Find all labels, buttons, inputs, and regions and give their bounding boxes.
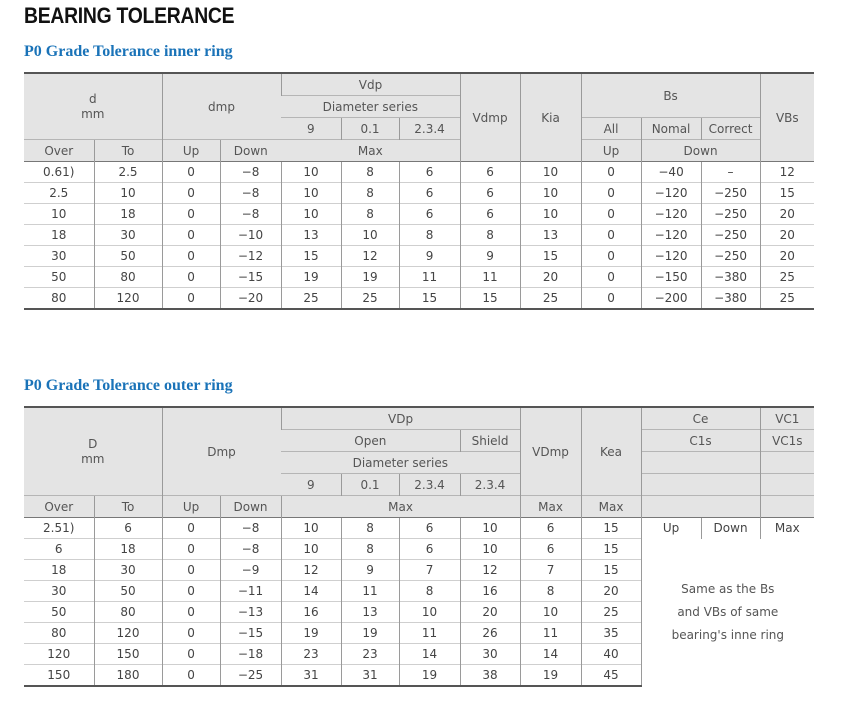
table-cell: 2.51): [24, 518, 94, 539]
table-cell: 8: [520, 581, 581, 602]
table-cell: 6: [460, 183, 520, 204]
table-cell: −250: [701, 225, 760, 246]
table-cell: 11: [520, 623, 581, 644]
table-cell: 15: [281, 246, 341, 267]
table-cell: 25: [760, 288, 814, 310]
table-cell: 35: [581, 623, 641, 644]
VDp-header: VDp: [281, 407, 520, 430]
table-cell: −120: [641, 183, 701, 204]
table-row: [24, 288, 814, 310]
correct-header: Correct: [701, 118, 760, 140]
table-cell: 8: [399, 225, 460, 246]
table-cell: 30: [94, 225, 162, 246]
same-as-inner-ring-note: [641, 539, 814, 687]
table-cell: 0: [162, 665, 220, 687]
table-cell: 10: [281, 183, 341, 204]
table-cell: 12: [760, 162, 814, 183]
max-header: Max: [281, 140, 460, 162]
table-cell: 0: [162, 267, 220, 288]
table-cell: 10: [24, 204, 94, 225]
table-cell: 150: [94, 644, 162, 665]
C1s-header: C1s: [641, 430, 760, 452]
table-cell: 20: [760, 246, 814, 267]
table-cell: 12: [281, 560, 341, 581]
table-cell: 10: [281, 162, 341, 183]
table-cell: 0.61): [24, 162, 94, 183]
table-cell: −120: [641, 225, 701, 246]
table-cell: 19: [281, 267, 341, 288]
table-cell: 0: [581, 183, 641, 204]
up-header: Up: [162, 496, 220, 518]
table-cell: 0: [162, 288, 220, 310]
mm-label: mm: [81, 106, 105, 121]
bs-down-header: Down: [641, 140, 760, 162]
bs-header: Bs: [581, 73, 760, 118]
vbs-header: VBs: [760, 73, 814, 162]
table-cell: −200: [641, 288, 701, 310]
table-cell: 15: [460, 288, 520, 310]
table-cell: 8: [341, 204, 399, 225]
blank-header: [760, 496, 814, 518]
table-cell: 0: [581, 162, 641, 183]
VC1s-header: VC1s: [760, 430, 814, 452]
D-mm-header: [24, 407, 162, 496]
table-cell: 2.5: [24, 183, 94, 204]
table-cell: 31: [281, 665, 341, 687]
table-cell: 20: [760, 204, 814, 225]
VDmp-header: VDmp: [520, 407, 581, 496]
table-cell: −380: [701, 288, 760, 310]
table-cell: 0: [162, 162, 220, 183]
table-cell: 50: [24, 267, 94, 288]
table-cell: 80: [24, 623, 94, 644]
table-cell: 150: [24, 665, 94, 687]
table-row: [24, 267, 814, 288]
table-cell: 19: [281, 623, 341, 644]
table-cell: 26: [460, 623, 520, 644]
table-cell: 0: [581, 246, 641, 267]
table-row: [24, 518, 814, 539]
table-cell: −8: [220, 518, 281, 539]
table-cell: 10: [281, 204, 341, 225]
table-cell: 6: [94, 518, 162, 539]
table-cell: −12: [220, 246, 281, 267]
table-cell: −250: [701, 183, 760, 204]
table-cell: 6: [520, 539, 581, 560]
table-cell: 6: [399, 183, 460, 204]
table-cell: 30: [94, 560, 162, 581]
kia-header: Kia: [520, 73, 581, 162]
table-cell: 10: [520, 204, 581, 225]
table-cell: −8: [220, 183, 281, 204]
series-9-header: 9: [281, 474, 341, 496]
table-cell: 6: [24, 539, 94, 560]
series-234-shield-header: 2.3.4: [460, 474, 520, 496]
table-cell: 8: [341, 162, 399, 183]
table-cell: 8: [460, 225, 520, 246]
table-cell: 25: [281, 288, 341, 310]
inner-ring-section-title: P0 Grade Tolerance inner ring: [24, 43, 233, 60]
table-cell: 12: [341, 246, 399, 267]
table-cell: 9: [399, 246, 460, 267]
table-cell: 0: [162, 560, 220, 581]
table-cell: 6: [399, 204, 460, 225]
table-cell: 10: [281, 518, 341, 539]
to-header: To: [94, 140, 162, 162]
table-cell: 120: [94, 623, 162, 644]
table-cell: −13: [220, 602, 281, 623]
table-cell: 80: [24, 288, 94, 310]
table-cell: 14: [399, 644, 460, 665]
table-cell: 0: [581, 225, 641, 246]
table-cell: 9: [460, 246, 520, 267]
table-cell: −18: [220, 644, 281, 665]
note-line: Same as the Bs: [681, 581, 775, 596]
table-cell: 11: [399, 267, 460, 288]
down-header: Down: [220, 140, 281, 162]
table-cell: 18: [94, 539, 162, 560]
table-row: [24, 225, 814, 246]
table-cell: −40: [641, 162, 701, 183]
table-cell: 25: [341, 288, 399, 310]
table-cell: 8: [341, 539, 399, 560]
series-01-header: 0.1: [341, 474, 399, 496]
table-cell: −8: [220, 539, 281, 560]
table-cell: –: [701, 162, 760, 183]
table-cell: 0: [162, 183, 220, 204]
table-cell: 13: [281, 225, 341, 246]
table-cell: 7: [520, 560, 581, 581]
table-cell: −8: [220, 162, 281, 183]
table-cell: −10: [220, 225, 281, 246]
table-cell: 18: [24, 560, 94, 581]
table-cell: −150: [641, 267, 701, 288]
table-cell: 15: [581, 539, 641, 560]
table-cell: 10: [520, 183, 581, 204]
D-label: D: [88, 436, 98, 451]
table-cell: 30: [24, 246, 94, 267]
table-cell: 15: [520, 246, 581, 267]
kea-max-header: Max: [581, 496, 641, 518]
table-cell: −250: [701, 246, 760, 267]
blank-header: [760, 474, 814, 496]
table-cell: 15: [760, 183, 814, 204]
nomal-header: Nomal: [641, 118, 701, 140]
table-cell: 15: [581, 518, 641, 539]
table-cell: 6: [520, 518, 581, 539]
table-cell: 25: [760, 267, 814, 288]
table-cell: 10: [460, 518, 520, 539]
table-cell: 6: [460, 204, 520, 225]
up-header: Up: [162, 140, 220, 162]
table-cell: −15: [220, 623, 281, 644]
table-cell: 10: [94, 183, 162, 204]
series-9-header: 9: [281, 118, 341, 140]
table-cell: 50: [94, 246, 162, 267]
table-cell: 80: [94, 602, 162, 623]
table-row: [24, 539, 814, 560]
table-cell: 11: [341, 581, 399, 602]
blank-header: [641, 496, 760, 518]
table-cell: 16: [460, 581, 520, 602]
table-row: [24, 246, 814, 267]
table-cell: 0: [581, 288, 641, 310]
down-header: Down: [220, 496, 281, 518]
vc1-max-cell: Max: [760, 518, 814, 539]
note-line: and VBs of same: [677, 604, 779, 619]
table-cell: 0: [162, 518, 220, 539]
table-cell: −8: [220, 204, 281, 225]
table-cell: 45: [581, 665, 641, 687]
dmp-header: dmp: [162, 73, 281, 140]
table-cell: 10: [341, 225, 399, 246]
table-cell: 13: [520, 225, 581, 246]
vdmp-header: Vdmp: [460, 73, 520, 162]
blank-header: [760, 452, 814, 474]
table-cell: 11: [460, 267, 520, 288]
vdmp-max-header: Max: [520, 496, 581, 518]
table-cell: 80: [94, 267, 162, 288]
table-cell: 19: [341, 623, 399, 644]
table-cell: 10: [281, 539, 341, 560]
table-cell: 6: [399, 539, 460, 560]
VC1-header: VC1: [760, 407, 814, 430]
table-cell: 0: [162, 225, 220, 246]
table-cell: 10: [520, 602, 581, 623]
table-cell: −250: [701, 204, 760, 225]
table-cell: 0: [162, 539, 220, 560]
over-header: Over: [24, 496, 94, 518]
table-cell: 40: [581, 644, 641, 665]
table-cell: 12: [460, 560, 520, 581]
table-cell: 9: [341, 560, 399, 581]
table-cell: 19: [399, 665, 460, 687]
table-cell: 14: [520, 644, 581, 665]
table-cell: 8: [399, 581, 460, 602]
table-cell: 18: [24, 225, 94, 246]
table-cell: 23: [281, 644, 341, 665]
Kea-header: Kea: [581, 407, 641, 496]
inner-ring-tolerance-table: [24, 72, 814, 310]
shield-header: Shield: [460, 430, 520, 452]
table-cell: −380: [701, 267, 760, 288]
table-cell: 0: [162, 644, 220, 665]
ce-up-cell: Up: [641, 518, 701, 539]
vdp-max-header: Max: [281, 496, 520, 518]
table-cell: −9: [220, 560, 281, 581]
open-header: Open: [281, 430, 460, 452]
table-cell: 7: [399, 560, 460, 581]
diameter-series-header: Diameter series: [281, 96, 460, 118]
table-cell: 6: [399, 518, 460, 539]
series-01-header: 0.1: [341, 118, 399, 140]
Dmp-header: Dmp: [162, 407, 281, 496]
ce-down-cell: Down: [701, 518, 760, 539]
table-cell: −25: [220, 665, 281, 687]
table-cell: 19: [341, 267, 399, 288]
mm-label: mm: [81, 451, 105, 466]
page-title: BEARING TOLERANCE: [24, 3, 235, 28]
table-cell: 2.5: [94, 162, 162, 183]
vdp-header: Vdp: [281, 73, 460, 96]
table-cell: 15: [581, 560, 641, 581]
table-cell: 38: [460, 665, 520, 687]
table-cell: 11: [399, 623, 460, 644]
table-cell: −120: [641, 246, 701, 267]
table-cell: 10: [520, 162, 581, 183]
blank-header: [641, 452, 760, 474]
table-cell: 0: [581, 267, 641, 288]
table-row: [24, 204, 814, 225]
table-cell: 8: [341, 518, 399, 539]
table-cell: 50: [94, 581, 162, 602]
d-label: d: [88, 91, 97, 106]
table-cell: −20: [220, 288, 281, 310]
table-cell: 120: [24, 644, 94, 665]
table-cell: 10: [399, 602, 460, 623]
table-cell: 0: [162, 246, 220, 267]
table-cell: 25: [520, 288, 581, 310]
table-cell: 0: [162, 581, 220, 602]
diameter-series-header: Diameter series: [281, 452, 520, 474]
table-cell: 31: [341, 665, 399, 687]
table-cell: 0: [162, 623, 220, 644]
table-row: [24, 183, 814, 204]
series-234-header: 2.3.4: [399, 118, 460, 140]
note-line: bearing's inne ring: [671, 627, 785, 642]
d-mm-header: [24, 73, 162, 140]
table-cell: 120: [94, 288, 162, 310]
table-cell: 15: [399, 288, 460, 310]
table-cell: −11: [220, 581, 281, 602]
table-cell: −15: [220, 267, 281, 288]
table-row: [24, 162, 814, 183]
table-cell: 10: [460, 539, 520, 560]
table-cell: 20: [460, 602, 520, 623]
table-cell: 20: [520, 267, 581, 288]
over-header: Over: [24, 140, 94, 162]
table-cell: 13: [341, 602, 399, 623]
blank-header: [641, 474, 760, 496]
table-cell: 0: [162, 602, 220, 623]
outer-ring-section-title: P0 Grade Tolerance outer ring: [24, 377, 233, 394]
bs-up-header: Up: [581, 140, 641, 162]
table-cell: 19: [520, 665, 581, 687]
table-cell: −120: [641, 204, 701, 225]
table-cell: 23: [341, 644, 399, 665]
table-cell: 30: [24, 581, 94, 602]
table-cell: 18: [94, 204, 162, 225]
table-cell: 0: [581, 204, 641, 225]
outer-ring-tolerance-table: [24, 406, 814, 687]
Ce-header: Ce: [641, 407, 760, 430]
table-cell: 6: [460, 162, 520, 183]
table-cell: 0: [162, 204, 220, 225]
table-cell: 16: [281, 602, 341, 623]
table-cell: 50: [24, 602, 94, 623]
table-cell: 6: [399, 162, 460, 183]
table-cell: 20: [581, 581, 641, 602]
table-cell: 14: [281, 581, 341, 602]
table-cell: 20: [760, 225, 814, 246]
table-cell: 8: [341, 183, 399, 204]
to-header: To: [94, 496, 162, 518]
table-cell: 180: [94, 665, 162, 687]
table-cell: 25: [581, 602, 641, 623]
all-header: All: [581, 118, 641, 140]
table-cell: 30: [460, 644, 520, 665]
series-234-header: 2.3.4: [399, 474, 460, 496]
